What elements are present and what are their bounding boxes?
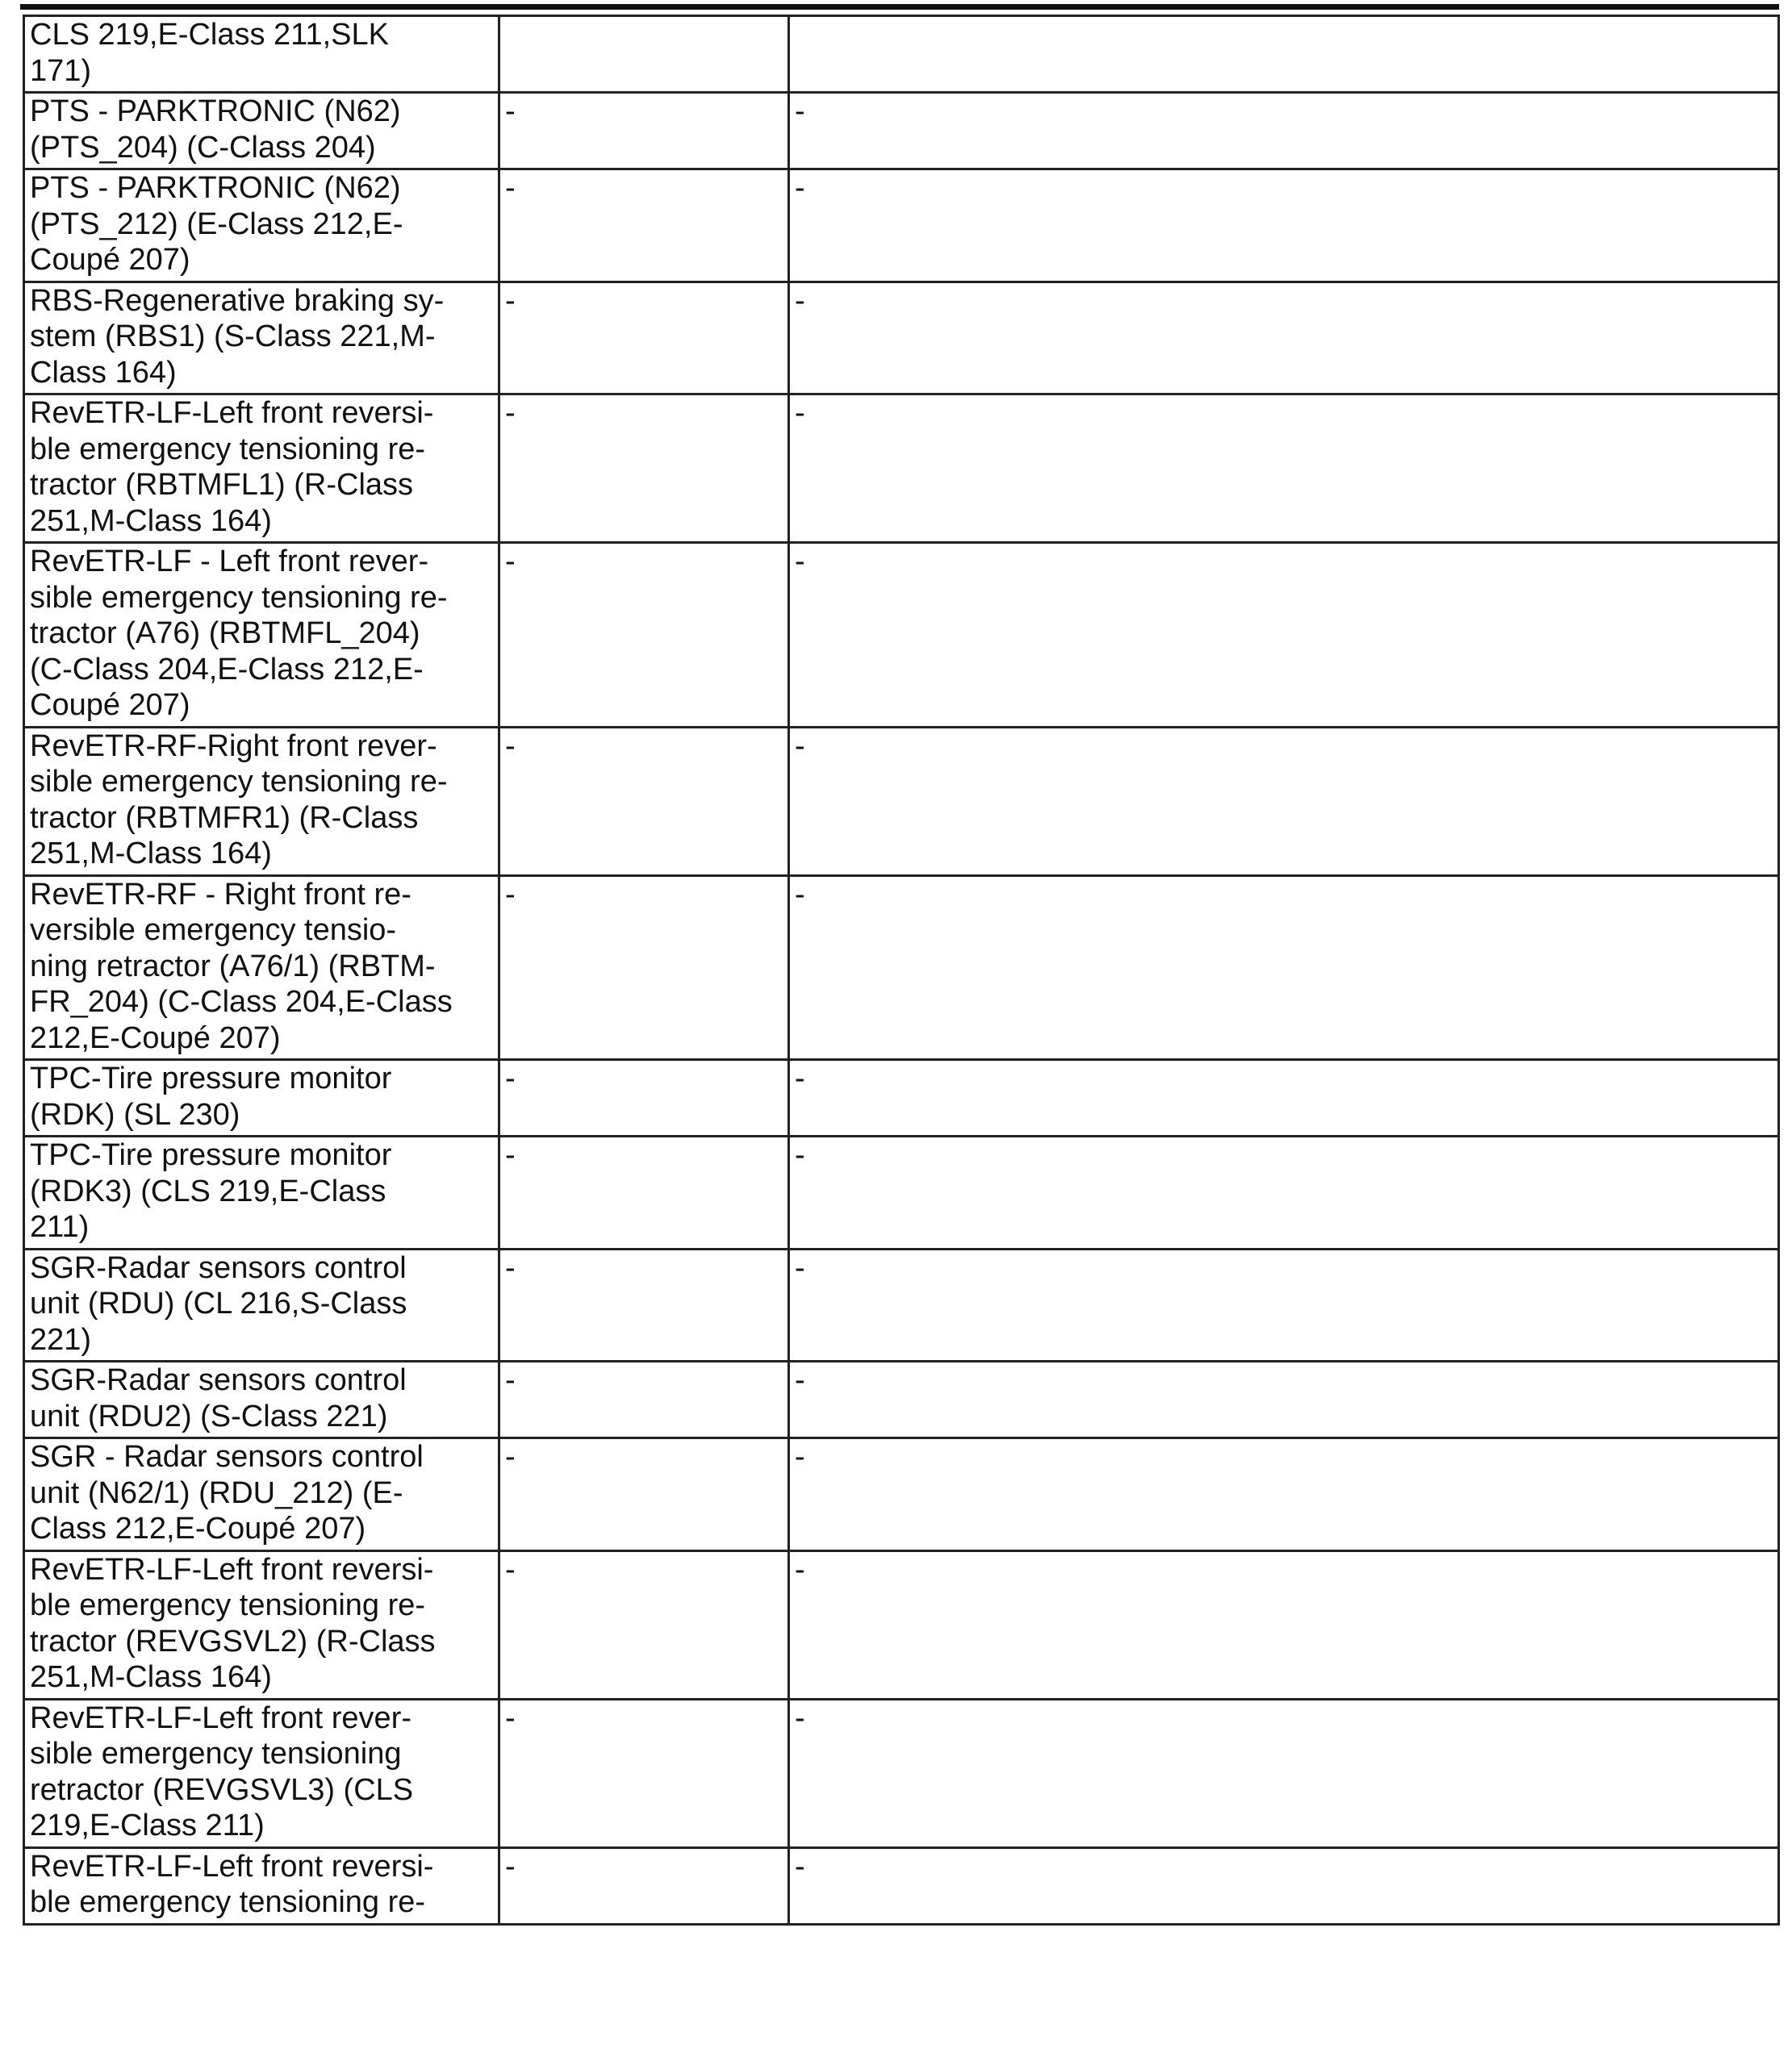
description-cell: RevETR-LF-Left front reversi- ble emergency tensioning re- tractor (REVGSVL2) (R-Class 251,M-Class 164) xyxy=(24,1550,499,1699)
table-row xyxy=(24,1847,1779,1924)
table-row xyxy=(24,1060,1779,1137)
table-row xyxy=(24,875,1779,1060)
value-cell: - xyxy=(789,1060,1779,1137)
value-cell: - xyxy=(789,1362,1779,1438)
description-cell: SGR - Radar sensors control unit (N62/1) (RDU_212) (E- Class 212,E-Coupé 207) xyxy=(24,1438,499,1551)
description-cell: TPC-Tire pressure monitor (RDK) (SL 230) xyxy=(24,1060,499,1137)
ecu-table xyxy=(23,15,1780,1926)
value-cell: - xyxy=(789,282,1779,394)
description-cell: PTS - PARKTRONIC (N62) (PTS_212) (E-Class 212,E- Coupé 207) xyxy=(24,169,499,282)
value-cell: - xyxy=(789,394,1779,543)
description-cell: PTS - PARKTRONIC (N62) (PTS_204) (C-Class 204) xyxy=(24,93,499,169)
description-cell: RevETR-RF-Right front rever- sible emergency tensioning re- tractor (RBTMFR1) (R-Class 251,M-Class 164) xyxy=(24,727,499,875)
value-cell xyxy=(789,16,1779,93)
table-row xyxy=(24,93,1779,169)
value-cell: - xyxy=(499,543,789,728)
description-cell: SGR-Radar sensors control unit (RDU2) (S-Class 221) xyxy=(24,1362,499,1438)
description-cell: RBS-Regenerative braking sy- stem (RBS1) (S-Class 221,M- Class 164) xyxy=(24,282,499,394)
value-cell: - xyxy=(789,875,1779,1060)
value-cell: - xyxy=(789,727,1779,875)
description-cell: RevETR-LF-Left front reversi- ble emergency tensioning re- tractor (RBTMFL1) (R-Class 251,M-Class 164) xyxy=(24,394,499,543)
value-cell: - xyxy=(789,1137,1779,1250)
value-cell: - xyxy=(499,1699,789,1847)
table-row xyxy=(24,282,1779,394)
table-row xyxy=(24,1362,1779,1438)
description-cell: TPC-Tire pressure monitor (RDK3) (CLS 219,E-Class 211) xyxy=(24,1137,499,1250)
table-row xyxy=(24,543,1779,728)
value-cell: - xyxy=(499,1060,789,1137)
value-cell: - xyxy=(789,1847,1779,1924)
value-cell: - xyxy=(499,727,789,875)
value-cell: - xyxy=(499,1550,789,1699)
value-cell: - xyxy=(499,1362,789,1438)
value-cell xyxy=(499,16,789,93)
value-cell: - xyxy=(499,169,789,282)
value-cell: - xyxy=(499,394,789,543)
table-row xyxy=(24,1438,1779,1551)
table-row xyxy=(24,169,1779,282)
value-cell: - xyxy=(499,1249,789,1362)
value-cell: - xyxy=(499,93,789,169)
value-cell: - xyxy=(789,1249,1779,1362)
table-row xyxy=(24,16,1779,93)
value-cell: - xyxy=(789,1699,1779,1847)
table-row xyxy=(24,1137,1779,1250)
value-cell: - xyxy=(789,1550,1779,1699)
table-row xyxy=(24,1699,1779,1847)
description-cell: RevETR-RF - Right front re- versible emergency tensio- ning retractor (A76/1) (RBTM- FR_204) (C-Class 204,E-Class 212,E-Coupé 207) xyxy=(24,875,499,1060)
value-cell: - xyxy=(499,1438,789,1551)
value-cell: - xyxy=(499,875,789,1060)
table-row xyxy=(24,1249,1779,1362)
description-cell: SGR-Radar sensors control unit (RDU) (CL 216,S-Class 221) xyxy=(24,1249,499,1362)
top-rule xyxy=(20,4,1779,10)
value-cell: - xyxy=(789,543,1779,728)
table-row xyxy=(24,1550,1779,1699)
description-cell: CLS 219,E-Class 211,SLK 171) xyxy=(24,16,499,93)
value-cell: - xyxy=(499,282,789,394)
table-row xyxy=(24,394,1779,543)
description-cell: RevETR-LF-Left front reversi- ble emergency tensioning re- xyxy=(24,1847,499,1924)
value-cell: - xyxy=(789,169,1779,282)
value-cell: - xyxy=(789,93,1779,169)
table-row xyxy=(24,727,1779,875)
value-cell: - xyxy=(499,1847,789,1924)
value-cell: - xyxy=(499,1137,789,1250)
value-cell: - xyxy=(789,1438,1779,1551)
description-cell: RevETR-LF - Left front rever- sible emergency tensioning re- tractor (A76) (RBTMFL_204) (C-Class 204,E-Class 212,E- Coupé 207) xyxy=(24,543,499,728)
description-cell: RevETR-LF-Left front rever- sible emergency tensioning retractor (REVGSVL3) (CLS 219,E-Class 211) xyxy=(24,1699,499,1847)
